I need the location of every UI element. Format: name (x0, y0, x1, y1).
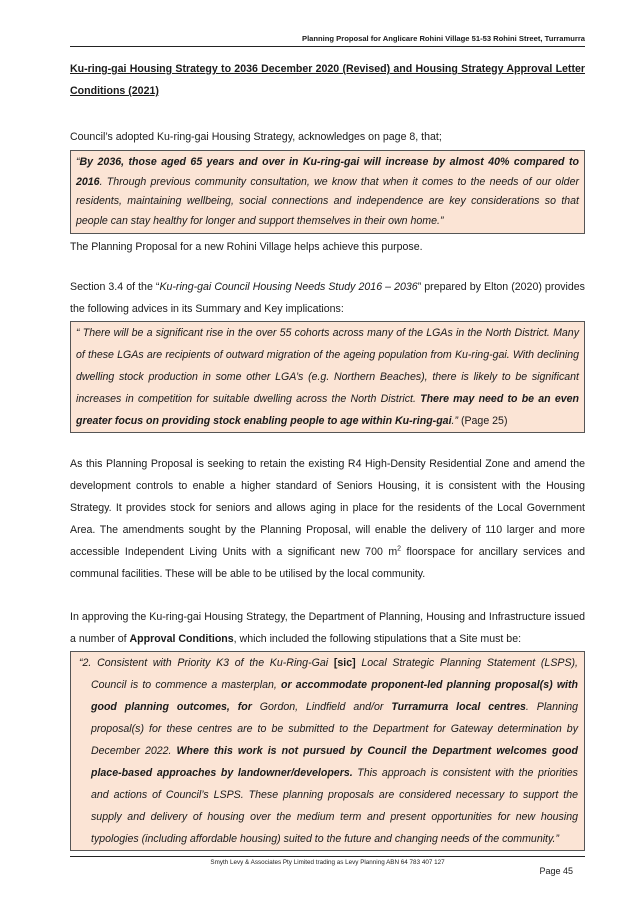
purpose-paragraph: The Planning Proposal for a new Rohini Village helps achieve this purpose. (70, 241, 423, 253)
quote1-bold: By 2036, those aged 65 years and over in Ku-ring-gai will increase by almost 40% compared to 2016 (76, 156, 579, 188)
page-number: Page 45 (539, 866, 573, 876)
consistency-after: floorspace for ancillary services and communal facilities. These will be able to be utilised by the local community. (70, 546, 586, 580)
q3-part-9: This approach is consistent with the priorities and actions of Council’s LSPS. These planning proposals are considered necessary to support the supply and delivery of housing over the medium term and present opportunities for new housing typologies (including affordable housing) suited to the future and changing needs of the community.” (91, 767, 578, 845)
quote-box-approval-condition (70, 651, 585, 851)
approval-paragraph (70, 606, 585, 650)
q3-part-5: Gordon, Lindfield and/or (251, 701, 392, 713)
section-after: ” prepared by Elton (2020) provides the following advices in its Summary and Key implications: (70, 281, 585, 315)
intro-paragraph: Council’s adopted Ku-ring-gai Housing Strategy, acknowledges on page 8, that; (70, 131, 442, 143)
superscript-2: 2 (397, 545, 402, 553)
approval-after: , which included the following stipulations that a Site must be: (233, 633, 522, 645)
section-heading: Ku-ring-gai Housing Strategy to 2036 December 2020 (Revised) and Housing Strategy Approval Letter Conditions (2021) (70, 63, 585, 97)
q3-part-7: . Planning proposal(s) for these centres are to be submitted to the Department for Gateway determination by December 2022. (91, 701, 578, 757)
page-body (70, 58, 585, 851)
study-title: Ku-ring-gai Council Housing Needs Study 2016 – 2036 (159, 281, 418, 293)
quote2-bold: There may need to be an even greater focus on providing stock enabling people to age within Ku-ring-gai (76, 393, 579, 427)
page-header: Planning Proposal for Anglicare Rohini Village 51-53 Rohini Street, Turramurra (70, 34, 585, 47)
section-paragraph (70, 276, 585, 320)
quote1-rest: . Through previous community consultation, we know that when it comes to the needs of our older residents, maintaining wellbeing, social connections and independence are key considerations so that people can stay healthy for longer and support themselves in their own home (76, 175, 579, 227)
approval-before: In approving the Ku-ring-gai Housing Strategy, the Department of Planning, Housing and Infrastructure issued a number of (70, 611, 585, 645)
q3-bold-2: Turramurra local centres (391, 701, 526, 713)
consistency-before: As this Planning Proposal is seeking to retain the existing R4 High-Density Residential Zone and amend the development controls to enable a higher standard of Seniors Housing, it is consistent with the Housing Strategy. It provides stock for seniors and allows aging in place for the residents of the Local Government Area. The amendments sought by the Planning Proposal, will enable the delivery of 110 larger and more accessible Independent Living Units with a significant new 700 m (70, 458, 585, 558)
footer-rule (70, 856, 585, 857)
q3-part-3: Local Strategic Planning Statement (LSPS), Council is to commence a masterplan, (91, 657, 578, 691)
quote2-page-ref: (Page 25) (458, 415, 508, 427)
quote-box-needs-study (70, 321, 585, 433)
condition-2-text (79, 652, 578, 850)
approval-conditions-bold: Approval Conditions (129, 633, 234, 645)
q3-part-1: “2. Consistent with Priority K3 of the Ku-Ring-Gai (79, 657, 334, 669)
section-before: Section 3.4 of the “ (70, 281, 160, 293)
quote-box-housing-strategy (70, 150, 585, 234)
quote1-open: “ (76, 156, 80, 168)
q3-bold-3: Where this work is not pursued by Council the Department welcomes good place-based approaches by landowner/developers. (91, 745, 578, 779)
q3-sic: [sic] (333, 657, 356, 669)
consistency-paragraph (70, 453, 585, 585)
quote2-text: “ There will be a significant rise in the over 55 cohorts across many of the LGAs in the North District. Many of these LGAs are recipients of outward migration of the ageing population from Ku-ring-gai. With declining dwelling stock production in some other LGA’s (e.g. Northern Beaches), there is likely to be significant increases in competition for suitable dwelling across the North District. (76, 327, 579, 405)
q3-bold-1: or accommodate proponent-led planning proposal(s) with good planning outcomes, for (91, 679, 579, 713)
quote2-close: .” (451, 415, 458, 427)
footer-company: Smyth Levy & Associates Pty Limited trading as Levy Planning ABN 64 783 407 127 (210, 859, 445, 866)
quote1-close: .” (437, 214, 444, 227)
